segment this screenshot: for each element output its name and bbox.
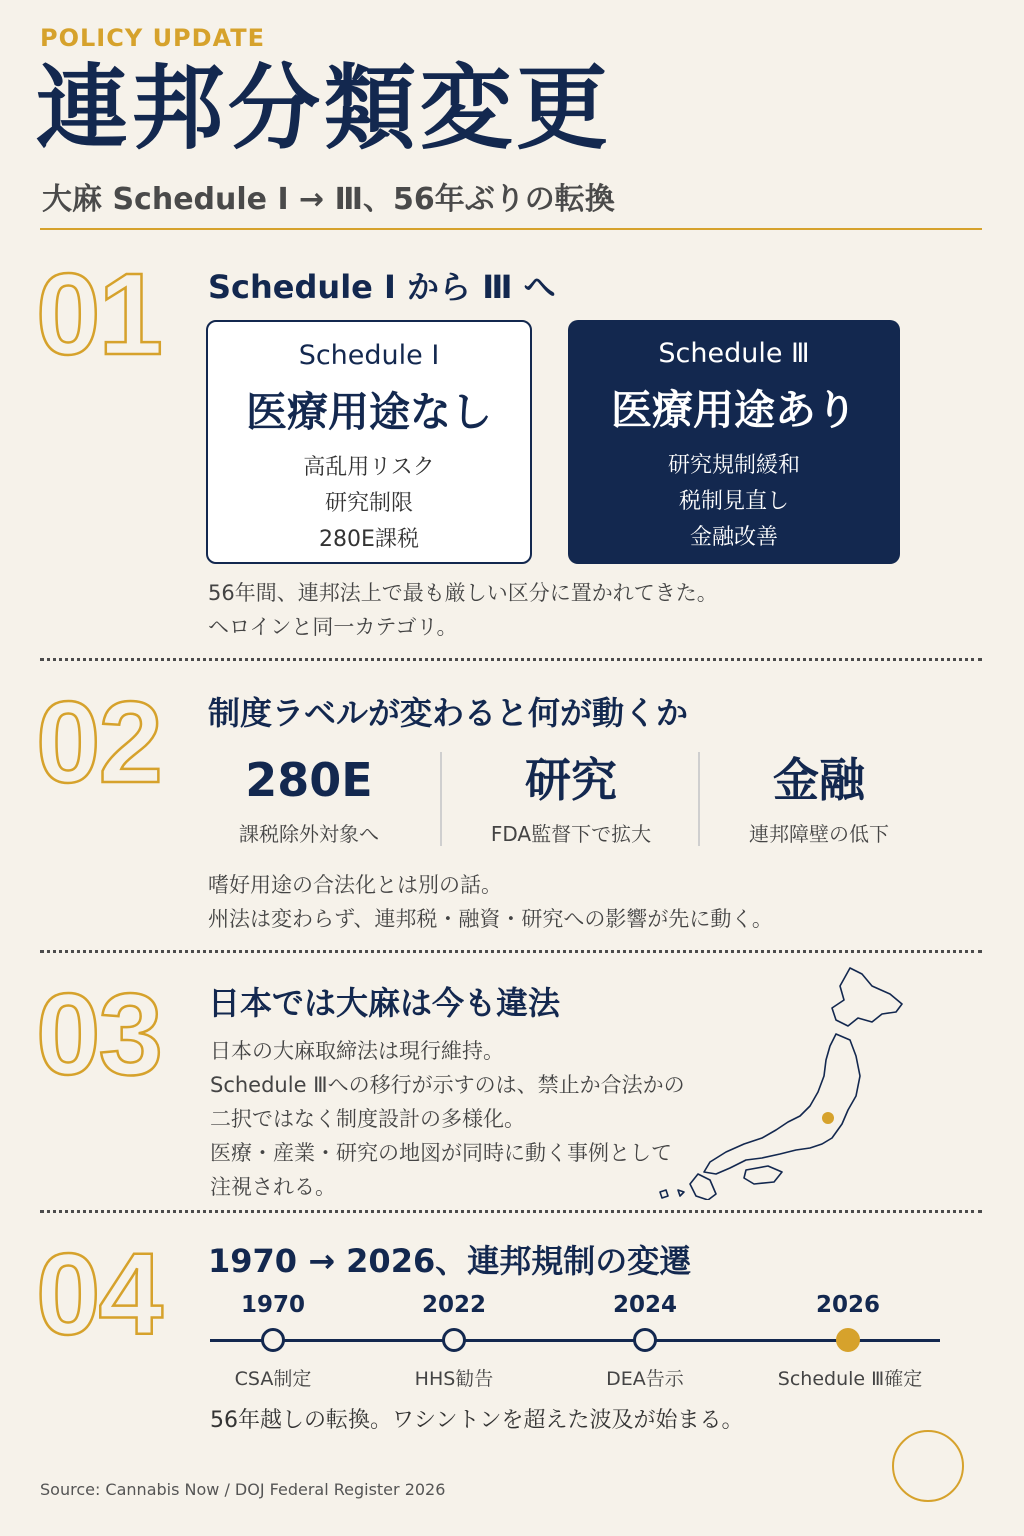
source-credit: Source: Cannabis Now / DOJ Federal Register 2026	[40, 1480, 446, 1499]
timeline-year: 2024	[612, 1292, 677, 1318]
timeline-node	[633, 1328, 657, 1352]
card-line: 高乱用リスク	[303, 455, 435, 480]
card-schedule-label: Schedule Ⅲ	[658, 338, 810, 369]
section2-body	[208, 868, 773, 936]
section-number-01: 01	[36, 249, 162, 379]
section-number-04: 04	[36, 1229, 162, 1359]
timeline-label: Schedule Ⅲ確定	[777, 1368, 923, 1390]
stat-280e	[184, 752, 434, 847]
tokyo-marker	[822, 1112, 834, 1124]
section4-body: 56年越しの転換。ワシントンを超えた波及が始まる。	[210, 1408, 744, 1433]
section-divider	[40, 658, 982, 661]
body-line: 医療・産業・研究の地図が同時に動く事例として	[210, 1141, 672, 1165]
stat-head: 280E	[245, 753, 373, 807]
stat-finance	[694, 752, 944, 847]
section1-body	[208, 576, 718, 644]
schedule-1-card	[206, 320, 532, 564]
timeline-year: 1970	[240, 1292, 305, 1318]
timeline-label: HHS勧告	[414, 1368, 494, 1390]
section4-title: 1970 → 2026、連邦規制の変遷	[208, 1242, 692, 1280]
kicker: POLICY UPDATE	[40, 24, 266, 52]
body-line: ヘロインと同一カテゴリ。	[208, 615, 458, 639]
stat-head: 研究	[525, 753, 617, 807]
section3-body	[210, 1034, 685, 1204]
body-line: 州法は変わらず、連邦税・融資・研究への影響が先に動く。	[208, 907, 773, 931]
card-line: 金融改善	[689, 525, 778, 550]
section-number-03: 03	[36, 969, 162, 1099]
section-divider	[40, 1210, 982, 1213]
page-title: 連邦分類変更	[36, 55, 613, 162]
timeline-label: DEA告示	[606, 1368, 684, 1390]
header-divider	[40, 228, 982, 230]
timeline-label: CSA制定	[234, 1368, 312, 1390]
stat-sub: 課税除外対象へ	[239, 822, 379, 846]
page-subtitle: 大麻 Schedule Ⅰ → Ⅲ、56年ぶりの転換	[42, 182, 615, 217]
japan-map-icon	[650, 960, 910, 1200]
body-line: 注視される。	[210, 1175, 336, 1199]
body-line: 嗜好用途の合法化とは別の話。	[208, 873, 502, 897]
stat-divider	[440, 752, 442, 846]
stat-sub: FDA監督下で拡大	[490, 822, 652, 846]
body-line: 二択ではなく制度設計の多様化。	[210, 1107, 525, 1131]
section-number-02: 02	[36, 677, 162, 807]
body-line: 56年間、連邦法上で最も厳しい区分に置かれてきた。	[208, 581, 718, 605]
body-line: Schedule Ⅲへの移行が示すのは、禁止か合法かの	[210, 1073, 685, 1097]
timeline-node-current	[836, 1328, 860, 1352]
schedule-3-card	[568, 320, 900, 564]
timeline-year: 2026	[815, 1292, 880, 1318]
section2-title: 制度ラベルが変わると何が動くか	[208, 694, 689, 732]
card-line: 研究規制緩和	[667, 453, 800, 478]
stat-research	[446, 752, 696, 847]
card-line: 研究制限	[324, 491, 413, 516]
card-line: 280E課税	[319, 527, 419, 552]
card-headline: 医療用途なし	[246, 388, 492, 436]
section3-title: 日本では大麻は今も違法	[208, 984, 561, 1022]
card-line: 税制見直し	[678, 489, 789, 514]
section1-title: Schedule Ⅰ から Ⅲ へ	[208, 268, 556, 306]
stat-head: 金融	[773, 753, 865, 807]
body-line: 日本の大麻取締法は現行維持。	[210, 1039, 504, 1063]
decorative-ring	[892, 1430, 964, 1502]
section-divider	[40, 950, 982, 953]
stat-sub: 連邦障壁の低下	[749, 822, 889, 846]
timeline-node	[261, 1328, 285, 1352]
card-schedule-label: Schedule Ⅰ	[298, 340, 440, 371]
timeline-node	[442, 1328, 466, 1352]
timeline-axis	[210, 1339, 940, 1342]
card-headline: 医療用途あり	[611, 386, 857, 434]
timeline-year: 2022	[421, 1292, 486, 1318]
